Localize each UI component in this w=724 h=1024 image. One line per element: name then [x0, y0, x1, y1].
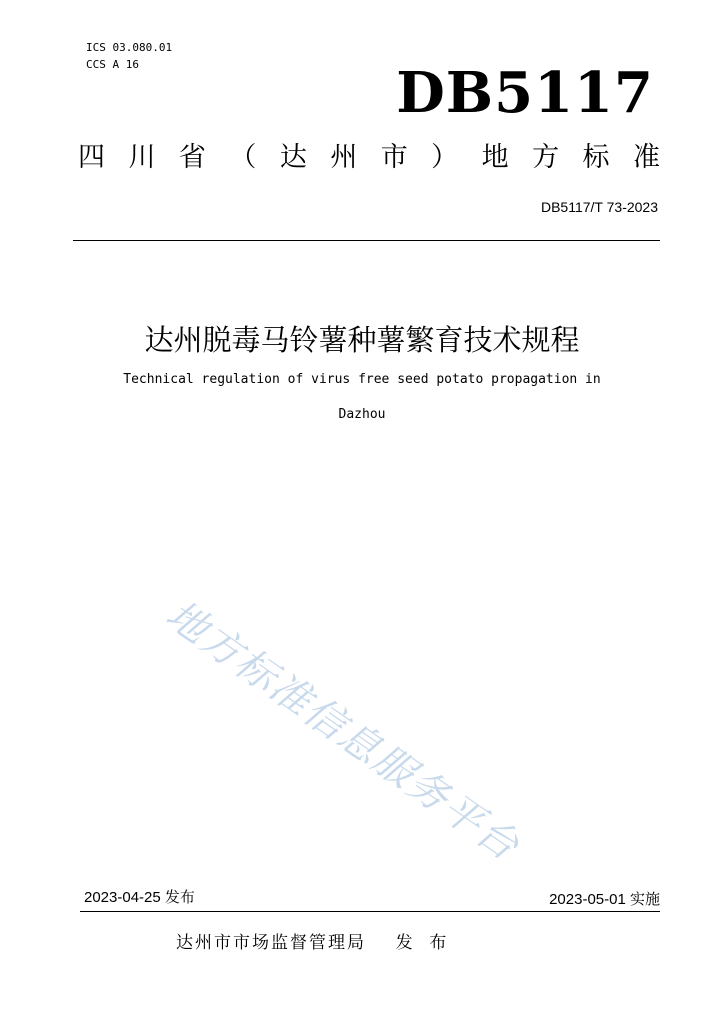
standard-type-char: 达	[279, 142, 307, 173]
standard-type-char: 省	[178, 142, 206, 173]
ccs-code: CCS A 16	[86, 58, 139, 71]
standard-type-char: 州	[330, 142, 358, 173]
issue-date: 2023-04-25 发布	[84, 889, 195, 906]
ics-code: ICS 03.080.01	[86, 41, 173, 54]
standard-type-char: 四	[78, 142, 105, 173]
header-divider	[73, 240, 660, 241]
standard-type-char: 川	[128, 142, 156, 173]
standard-type-char: 方	[532, 142, 560, 173]
standard-type-char: 标	[582, 142, 610, 173]
db-code-logo: DB5117	[396, 60, 654, 126]
standard-type	[78, 138, 660, 178]
watermark-text: 地方标准信息服务平台	[157, 591, 528, 871]
standard-type-char: ）	[431, 142, 459, 173]
standard-number: DB5117/T 73-2023	[540, 199, 658, 215]
document-title-english-line1: Technical regulation of virus free seed potato propagation in	[123, 372, 601, 387]
footer-divider	[80, 911, 660, 912]
standard-type-char: 市	[380, 142, 408, 173]
implementation-date: 2023-05-01 实施	[549, 891, 660, 908]
standard-type-char: （	[229, 142, 257, 173]
document-title-english-line2: Dazhou	[338, 407, 386, 422]
standard-type-char: 准	[632, 142, 660, 173]
publisher: 达州市市场监督管理局 发 布	[176, 933, 449, 953]
document-title-chinese: 达州脱毒马铃薯种薯繁育技术规程	[144, 323, 580, 357]
standard-type-char: 地	[481, 142, 509, 173]
